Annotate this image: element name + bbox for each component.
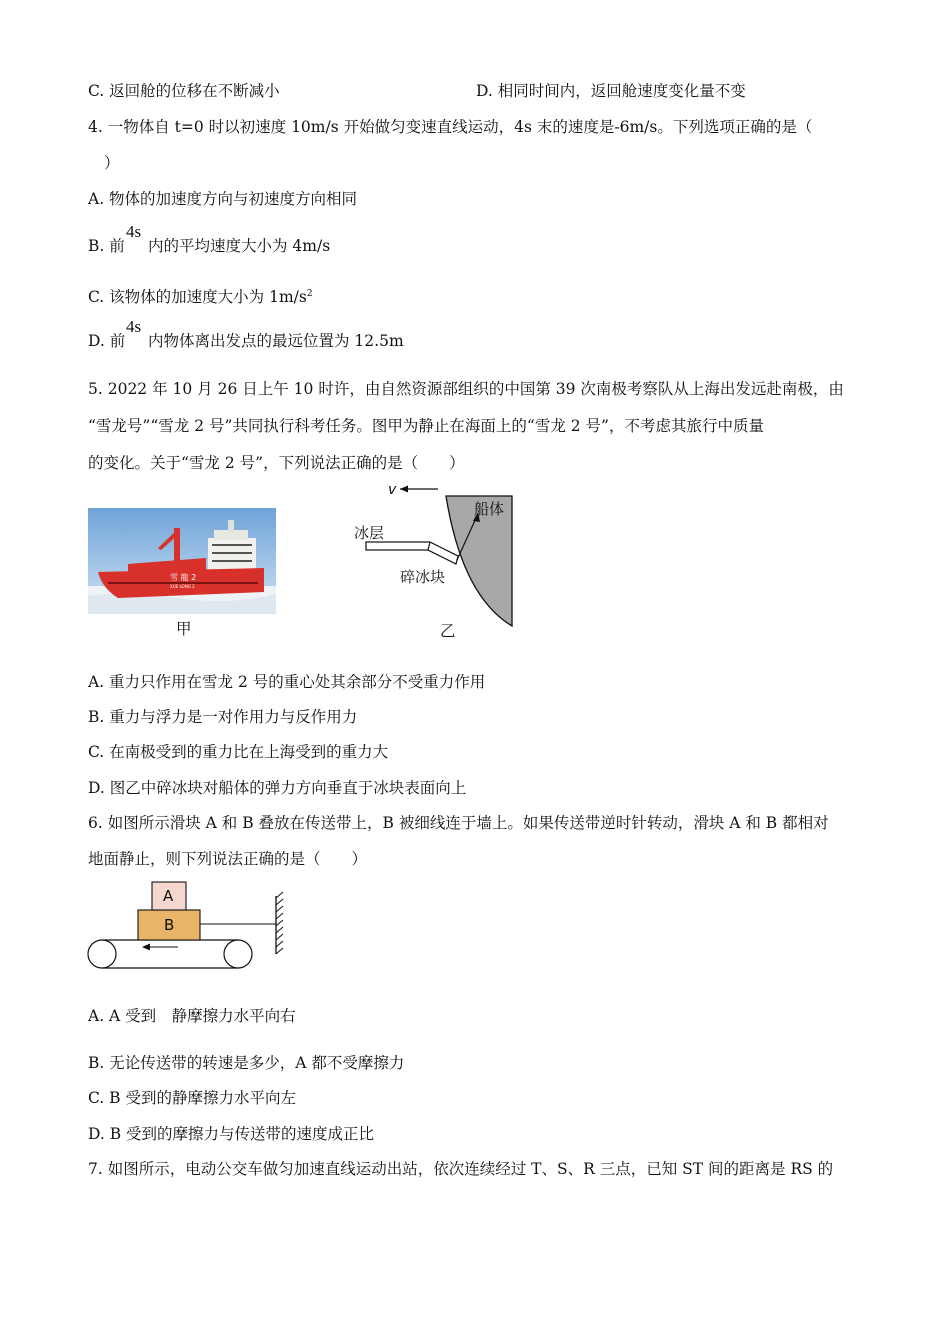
ice-layer-shape	[366, 542, 430, 550]
q4-option-d-prefix: D. 前	[88, 332, 126, 350]
ship-name-sub-text: XUE LONG 2	[170, 584, 195, 589]
hull-label: 船体	[474, 500, 505, 518]
q4-option-b-text: 内的平均速度大小为 4m/s	[148, 237, 331, 255]
ship-name-text: 雪 龍 2	[170, 573, 197, 582]
q5-option-b: B. 重力与浮力是一对作用力与反作用力	[88, 708, 358, 726]
q4-stem-line2: ）	[104, 154, 120, 172]
ship-photo-figure	[88, 508, 276, 614]
left-pulley	[88, 940, 116, 968]
q5-option-c: C. 在南极受到的重力比在上海受到的重力大	[88, 743, 389, 761]
q4-option-b-4s: 4s	[126, 222, 142, 241]
velocity-label: v	[388, 482, 397, 498]
q6-option-b: B. 无论传送带的转速是多少，A 都不受摩擦力	[88, 1054, 405, 1072]
wall-hatching	[276, 892, 283, 954]
q4-option-d-4s: 4s	[126, 317, 142, 336]
right-pulley	[224, 940, 252, 968]
q3-option-d: D. 相同时间内，返回舱速度变化量不变	[476, 82, 746, 100]
broken-ice-label: 碎冰块	[400, 568, 446, 586]
q6-option-a: A. A 受到 静摩擦力水平向右	[88, 1007, 296, 1025]
q5-stem-line3: 的变化。关于“雪龙 2 号”，下列说法正确的是（ ）	[88, 454, 465, 472]
ice-layer-label: 冰层	[354, 524, 385, 542]
velocity-arrow-icon	[400, 486, 408, 493]
broken-ice-shape	[428, 542, 458, 564]
q4-option-d-text: 内物体离出发点的最远位置为 12.5m	[148, 332, 404, 350]
q6-option-d: D. B 受到的摩擦力与传送带的速度成正比	[88, 1125, 375, 1143]
q5-stem-line1: 5. 2022 年 10 月 26 日上午 10 时许，由自然资源部组织的中国第 39 次南极考察队从上海出发远赴南极，由	[88, 380, 844, 398]
q6-stem-line2: 地面静止，则下列说法正确的是（ ）	[88, 850, 368, 868]
figure-jia-caption: 甲	[176, 620, 192, 638]
conveyor-belt-figure	[86, 878, 296, 974]
q4-option-c: C. 该物体的加速度大小为 $1m/s^2$	[88, 288, 313, 306]
belt-direction-arrow-icon	[142, 944, 150, 951]
block-b-label: B	[164, 916, 175, 934]
q5-option-d: D. 图乙中碎冰块对船体的弹力方向垂直于冰块表面向上	[88, 779, 467, 797]
hull-ice-diagram	[340, 476, 530, 636]
block-a-label: A	[163, 887, 174, 905]
q3-option-c: C. 返回舱的位移在不断减小	[88, 82, 280, 100]
figure-yi-caption: 乙	[440, 622, 456, 640]
q4-stem-line1: 4. 一物体自 t=0 时以初速度 10m/s 开始做匀变速直线运动，4s 末的速度是-6m/s。下列选项正确的是（	[88, 118, 813, 136]
q5-option-a: A. 重力只作用在雪龙 2 号的重心处其余部分不受重力作用	[88, 673, 486, 691]
q4-option-c-superscript: 2	[306, 289, 313, 299]
q7-stem-line1: 7. 如图所示，电动公交车做匀加速直线运动出站，依次连续经过 T、S、R 三点，已知 ST 间的距离是 RS 的	[88, 1160, 834, 1178]
q4-option-b-prefix: B. 前	[88, 237, 125, 255]
q5-stem-line2: “雪龙号”“雪龙 2 号”共同执行科考任务。图甲为静止在海面上的“雪龙 2 号”，不考虑其旅行中质量	[88, 417, 764, 435]
q6-stem-line1: 6. 如图所示滑块 A 和 B 叠放在传送带上，B 被细线连于墙上。如果传送带逆时针转动，滑块 A 和 B 都相对	[88, 814, 829, 832]
q6-option-c: C. B 受到的静摩擦力水平向左	[88, 1089, 296, 1107]
q4-option-a: A. 物体的加速度方向与初速度方向相同	[88, 190, 358, 208]
